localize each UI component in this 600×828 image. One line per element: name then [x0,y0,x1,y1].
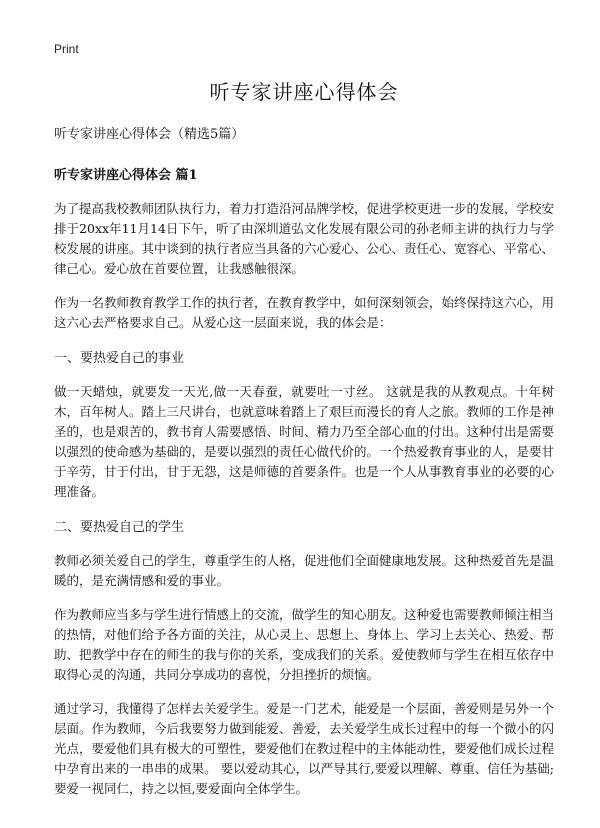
document-page [54,42,554,813]
subheading: 二、要热爱自己的学生 [54,520,185,535]
section-title: 听专家讲座心得体会 篇1 [54,168,198,183]
paragraph: 作为教师应当多与学生进行情感上的交流，做学生的知心朋友。这种爱也需要教师倾注相当的热情，对他们给予各方面的关注，从心灵上、思想上、身体上、学习上去关心、热爱、帮助、把教学中存在的师生的我与你的关系，变成我们的关系。爱使教师与学生在相互依存中取得心灵的沟通，共同分享成功的喜悦，分担挫折的烦恼。 [54,607,555,682]
paragraph: 为了提高我校教师团队执行力，着力打造沿河品牌学校，促进学校更进一步的发展，学校安排于20xx年11月14日下午，听了由深圳道弘文化发展有限公司的孙老师主讲的执行力与学校发展的讲座。其中谈到的执行者应当具备的六心爱心、公心、责任心、宽容心、平常心、律己心。爱心放在首要位置，让我感触很深。 [54,201,555,276]
paragraph: 作为一名教师教育教学工作的执行者，在教育教学中，如何深刻领会，始终保持这六心，用这六心去严格要求自己。从爱心这一层面来说，我的体会是： [54,295,555,330]
document-subtitle: 听专家讲座心得体会（精选5篇） [54,127,245,142]
document-title: 听专家讲座心得体会 [209,80,399,104]
paragraph: 教师必须关爱自己的学生，尊重学生的人格，促进他们全面健康地发展。这种热爱首先是温暖的，是充满情感和爱的事业。 [54,553,555,588]
paragraph: 做一天蜡烛，就要发一天光,做一天春蚕，就要吐一寸丝。 这就是我的从教观点。十年树木，百年树人。踏上三尺讲台，也就意味着踏上了艰巨而漫长的育人之旅。教师的工作是神圣的，也是艰苦的，教书育人需要感悟、时间、精力乃至全部心血的付出。这种付出是需要以强烈的使命感为基础的，是要以强烈的责任心做代价的。一个热爱教育事业的人，是要甘于辛劳，甘于付出，甘于无怨，这是师德的首要条件。也是一个人从事教育事业的必要的心理准备。 [54,384,555,499]
print-label: Print [54,42,79,56]
subheading: 一、要热爱自己的事业 [54,351,185,366]
paragraph: 通过学习，我懂得了怎样去关爱学生。爱是一门艺术，能爱是一个层面，善爱则是另外一个层面。作为教师，今后我要努力做到能爱、善爱，去关爱学生成长过程中的每一个微小的闪光点，要爱他们具有极大的可塑性，要爱他们在教过程中的主体能动性，要爱他们成长过程中孕育出来的一串串的成果。 要以爱动其心，以严导其行,要爱以理解、尊重、信任为基础;要爱一视同仁，持之以恒,要爱面向全体学生。 [54,701,555,796]
